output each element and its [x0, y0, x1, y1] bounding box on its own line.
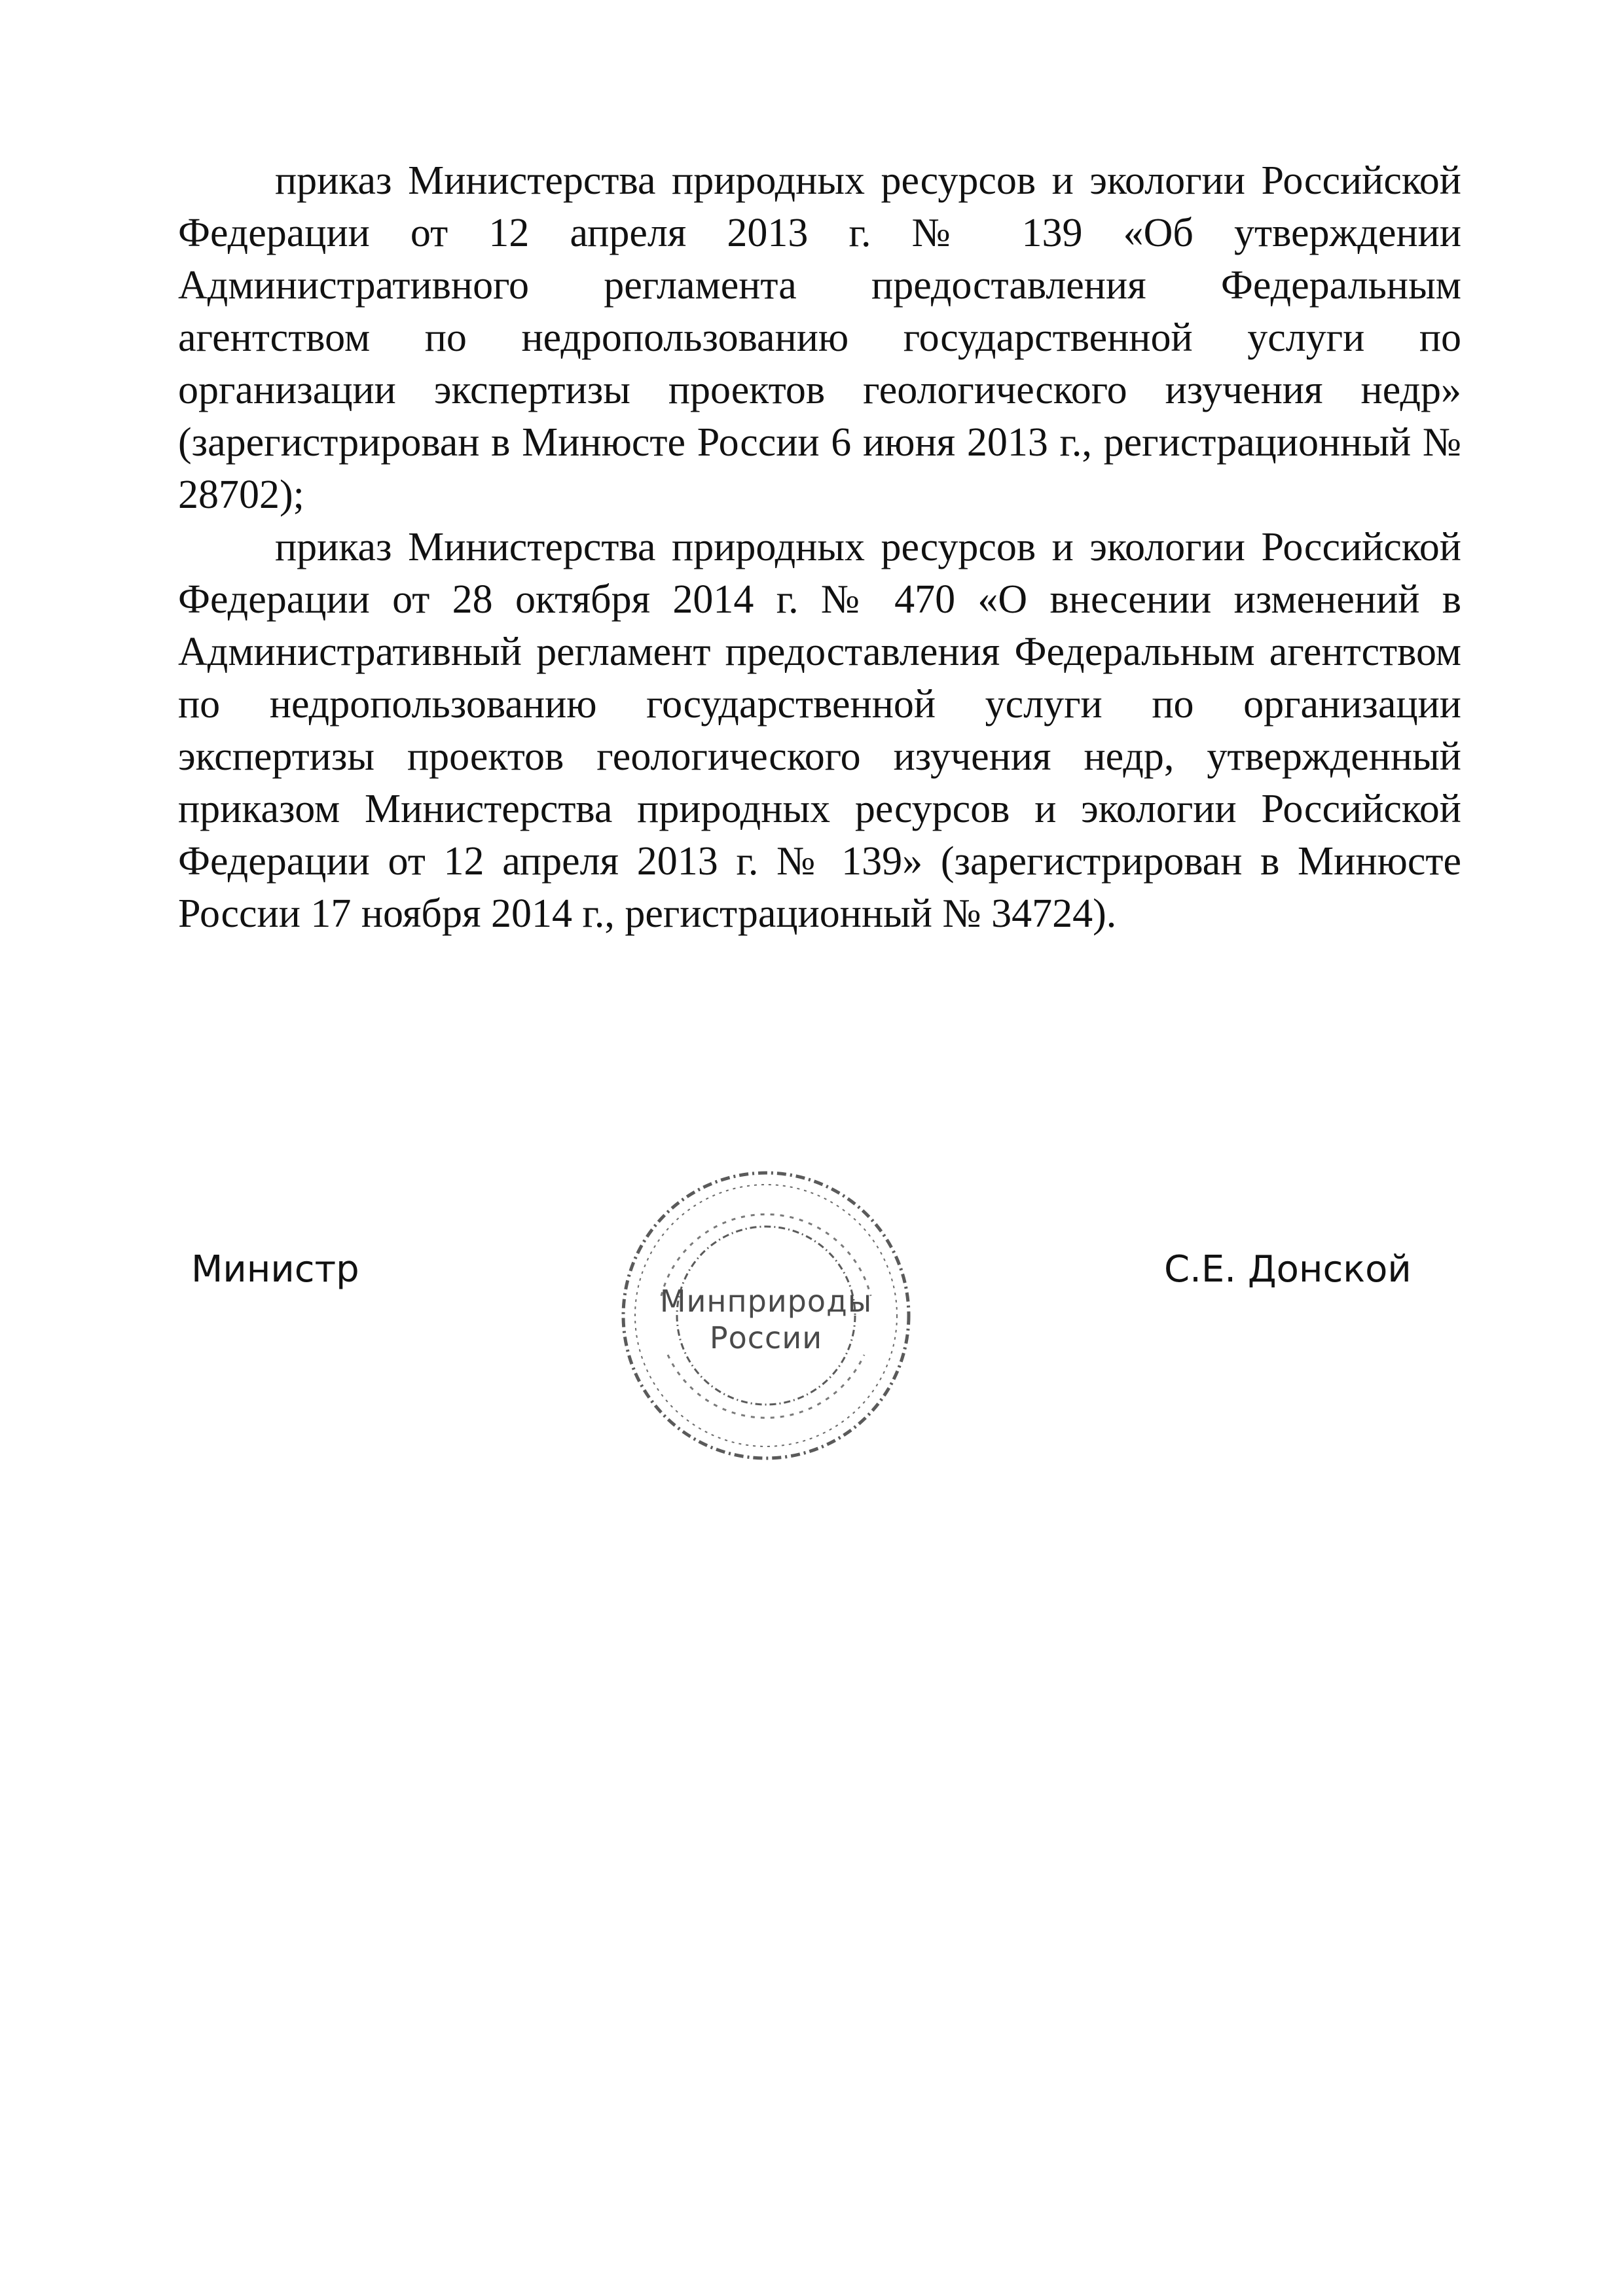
- paragraph-order-470: приказ Министерства природных ресурсов и экологии Российской Федерации от 28 октября 2014 г. № 470 «О внесении изменений в Административный регламент предоставления Федеральным агентством по недропользованию государственной услуги по организации экспертизы проектов геологического изучения недр, утвержденный приказом Министерства природных ресурсов и экологии Российской Федерации от 12 апреля 2013 г. № 139» (зарегистрирован в Минюсте России 17 ноября 2014 г., регистрационный № 34724).: [178, 525, 1461, 936]
- stamp-text-ministry: Минприроды: [659, 1283, 873, 1319]
- stamp-text-country: России: [709, 1320, 823, 1355]
- paragraph-order-139: приказ Министерства природных ресурсов и экологии Российской Федерации от 12 апреля 2013 г. № 139 «Об утверждении Административного регламента предоставления Федеральным агентством по недропользованию государственной услуги по организации экспертизы проектов геологического изучения недр» (зарегистрирован в Минюсте России 6 июня 2013 г., регистрационный № 28702);: [178, 158, 1461, 517]
- signature-block: [0, 1165, 1623, 1505]
- signatory-name: С.Е. Донской: [1164, 1248, 1412, 1291]
- signatory-position: Министр: [191, 1248, 359, 1291]
- ministry-seal-stamp: [615, 1165, 917, 1466]
- document-body: [178, 154, 1461, 940]
